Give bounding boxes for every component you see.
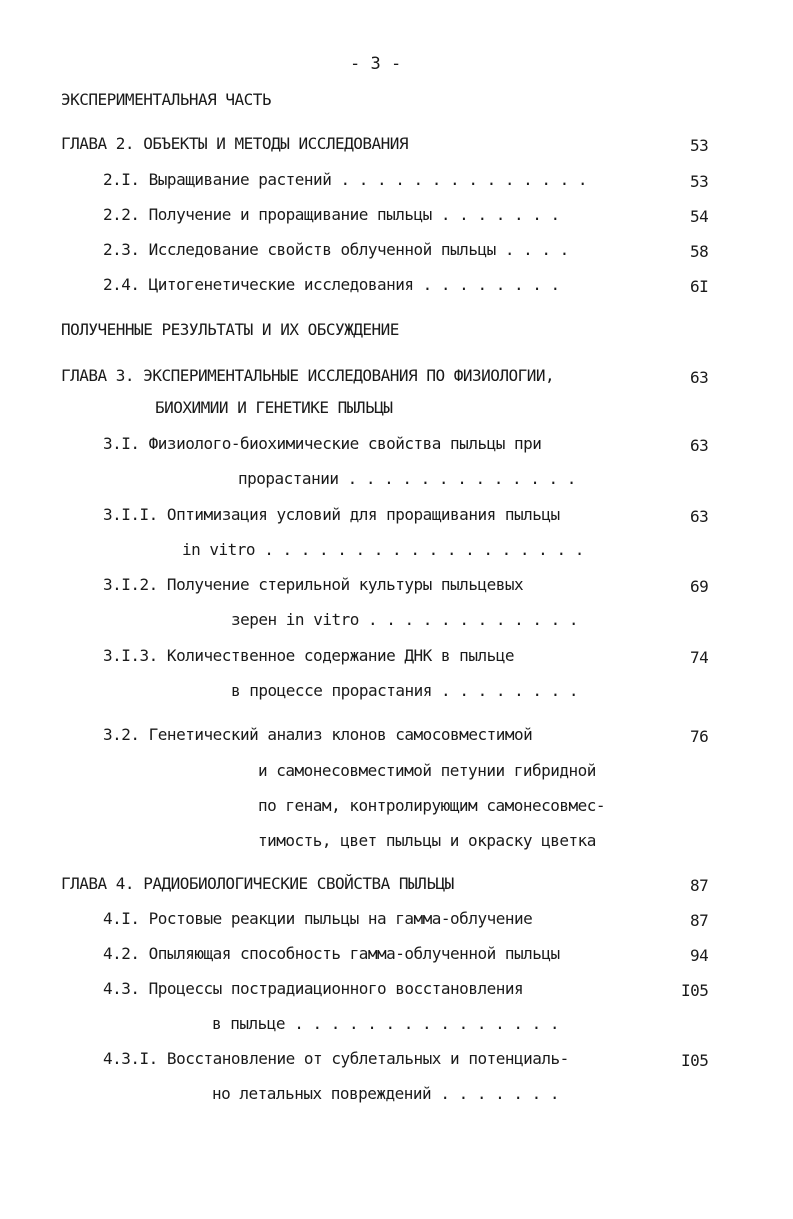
toc-page-3-1-3: 74	[690, 648, 709, 667]
toc-page-chapter-4: 87	[690, 876, 709, 895]
toc-entry-3-2-cont-3: тимость, цвет пыльцы и окраску цветка	[258, 831, 596, 850]
toc-entry-3-2-cont-1: и самонесовместимой петунии гибридной	[258, 761, 596, 780]
toc-page-4-1: 87	[690, 911, 709, 930]
toc-entry-4-3-1-cont: но летальных повреждений . . . . . . .	[212, 1084, 560, 1103]
toc-page-4-3-1: I05	[681, 1051, 709, 1070]
toc-page-4-3: I05	[681, 981, 709, 1000]
toc-entry-2-3: 2.3. Исследование свойств облученной пыльцы . . . .	[103, 240, 569, 259]
toc-page-2-3: 58	[690, 242, 709, 261]
toc-entry-4-3-1: 4.3.I. Восстановление от сублетальных и потенциаль-	[103, 1049, 569, 1068]
toc-entry-3-1: 3.I. Физиолого-биохимические свойства пыльцы при	[103, 434, 542, 453]
toc-page-2-1: 53	[690, 172, 709, 191]
toc-entry-2-2: 2.2. Получение и проращивание пыльцы . . . . . . .	[103, 205, 560, 224]
page-number: - 3 -	[350, 54, 402, 74]
toc-entry-3-1-1: 3.I.I. Оптимизация условий для проращивания пыльцы	[103, 505, 560, 524]
toc-page-3-1-1: 63	[690, 507, 709, 526]
toc-page-3-1-2: 69	[690, 577, 709, 596]
toc-page-3-2: 76	[690, 727, 709, 746]
toc-entry-4-3: 4.3. Процессы пострадиационного восстановления	[103, 979, 524, 998]
toc-entry-2-1: 2.I. Выращивание растений . . . . . . . . . . . . . .	[103, 170, 588, 189]
toc-page-4-2: 94	[690, 946, 709, 965]
toc-entry-4-3-cont: в пыльце . . . . . . . . . . . . . . .	[212, 1014, 560, 1033]
toc-entry-3-1-1-cont: in vitro . . . . . . . . . . . . . . . . . .	[182, 540, 584, 559]
toc-entry-2-4: 2.4. Цитогенетические исследования . . . . . . . .	[103, 275, 560, 294]
toc-entry-3-1-2: 3.I.2. Получение стерильной культуры пыльцевых	[103, 575, 524, 594]
toc-entry-4-1: 4.I. Ростовые реакции пыльцы на гамма-облучение	[103, 909, 533, 928]
toc-entry-chapter-3: ГЛАВА 3. ЭКСПЕРИМЕНТАЛЬНЫЕ ИССЛЕДОВАНИЯ ПО ФИЗИОЛОГИИ,	[61, 366, 555, 385]
toc-entry-chapter-3-cont: БИОХИМИИ И ГЕНЕТИКЕ ПЫЛЬЦЫ	[155, 398, 393, 417]
toc-entry-chapter-4: ГЛАВА 4. РАДИОБИОЛОГИЧЕСКИЕ СВОЙСТВА ПЫЛЬЦЫ	[61, 874, 454, 893]
toc-entry-3-1-cont: прорастании . . . . . . . . . . . . .	[238, 469, 576, 488]
section-heading-results: ПОЛУЧЕННЫЕ РЕЗУЛЬТАТЫ И ИХ ОБСУЖДЕНИЕ	[61, 320, 399, 339]
toc-entry-3-2: 3.2. Генетический анализ клонов самосовместимой	[103, 725, 533, 744]
section-heading-experimental: ЭКСПЕРИМЕНТАЛЬНАЯ ЧАСТЬ	[61, 90, 272, 109]
toc-entry-3-2-cont-2: по генам, контролирующим самонесовмес-	[258, 796, 606, 815]
toc-entry-chapter-2: ГЛАВА 2. ОБЪЕКТЫ И МЕТОДЫ ИССЛЕДОВАНИЯ	[61, 134, 409, 153]
toc-entry-4-2: 4.2. Опыляющая способность гамма-облученной пыльцы	[103, 944, 560, 963]
toc-entry-3-1-3: 3.I.3. Количественное содержание ДНК в пыльце	[103, 646, 514, 665]
toc-page-chapter-3: 63	[690, 368, 709, 387]
toc-page-3-1: 63	[690, 436, 709, 455]
toc-page-chapter-2: 53	[690, 136, 709, 155]
toc-entry-3-1-3-cont: в процессе прорастания . . . . . . . .	[231, 681, 579, 700]
toc-page-2-4: 6I	[690, 277, 709, 296]
toc-entry-3-1-2-cont: зерен in vitro . . . . . . . . . . . .	[231, 610, 579, 629]
toc-page-2-2: 54	[690, 207, 709, 226]
